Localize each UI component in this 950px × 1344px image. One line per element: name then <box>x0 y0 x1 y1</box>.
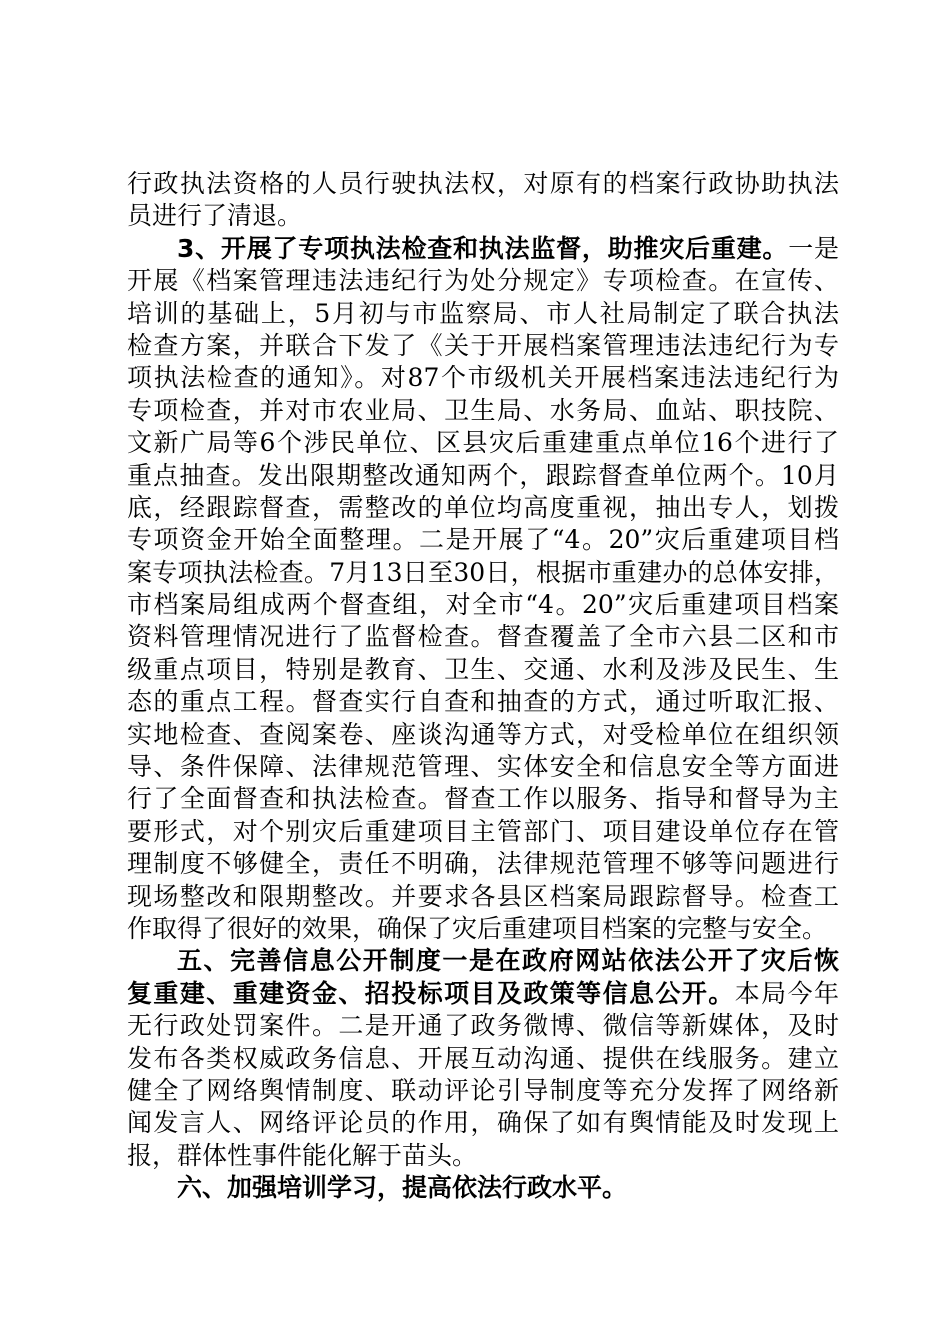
bold-text-segment: 六、加强培训学习，提高依法行政水平。 <box>177 1173 628 1203</box>
text-segment: 项执法检查的通知》。对87个市级机关开展档案违法违纪行为 <box>127 363 839 393</box>
text-segment: 行了全面督查和执法检查。督查工作以服务、指导和督导为主 <box>127 784 839 814</box>
text-line <box>127 233 839 265</box>
text-segment: 实地检查、查阅案卷、座谈沟通等方式，对受检单位在组织领 <box>127 719 839 749</box>
text-segment: 要形式，对个别灾后重建项目主管部门、项目建设单位存在管 <box>127 816 839 846</box>
text-line <box>127 395 839 427</box>
text-segment: 开展《档案管理违法违纪行为处分规定》专项检查。在宣传、 <box>127 266 839 296</box>
text-line <box>127 816 839 848</box>
text-segment: 级重点项目，特别是教育、卫生、交通、水利及涉及民生、生 <box>127 654 839 684</box>
text-line <box>127 1140 839 1172</box>
text-line <box>127 524 839 556</box>
text-line <box>127 427 839 459</box>
text-line <box>127 686 839 718</box>
text-segment: 市档案局组成两个督查组，对全市“4。20”灾后重建项目档案 <box>127 590 839 620</box>
text-segment: 无行政处罚案件。二是开通了政务微博、微信等新媒体，及时 <box>127 1011 839 1041</box>
text-segment: 培训的基础上，5月初与市监察局、市人社局制定了联合执法 <box>127 298 839 328</box>
text-line <box>127 330 839 362</box>
text-segment: 专项资金开始全面整理。二是开展了“4。20”灾后重建项目档 <box>127 525 839 555</box>
bold-text-segment: 3、开展了专项执法检查和执法监督，助推灾后重建。 <box>177 233 789 263</box>
text-line <box>127 913 839 945</box>
text-segment: 理制度不够健全，责任不明确，法律规范管理不够等问题进行 <box>127 849 839 879</box>
text-segment: 员进行了清退。 <box>127 201 303 231</box>
text-segment: 文新广局等6个涉民单位、区县灾后重建重点单位16个进行了 <box>127 428 839 458</box>
text-line <box>127 751 839 783</box>
text-segment: 健全了网络舆情制度、联动评论引导制度等充分发挥了网络新 <box>127 1075 839 1105</box>
text-segment: 一是 <box>788 233 839 263</box>
text-segment: 资料管理情况进行了监督检查。督查覆盖了全市六县二区和市 <box>127 622 839 652</box>
text-line <box>127 200 839 232</box>
text-segment: 发布各类权威政务信息、开展互动沟通、提供在线服务。建立 <box>127 1043 839 1073</box>
text-line <box>127 298 839 330</box>
text-line <box>127 1075 839 1107</box>
bold-text-segment: 五、完善信息公开制度一是在政府网站依法公开了灾后恢 <box>177 946 839 976</box>
text-line <box>127 492 839 524</box>
text-segment: 作取得了很好的效果，确保了灾后重建项目档案的完整与安全。 <box>127 913 828 943</box>
text-line <box>127 1107 839 1139</box>
text-segment: 案专项执法检查。7月13日至30日，根据市重建办的总体安排， <box>127 557 839 587</box>
text-line <box>127 621 839 653</box>
text-line <box>127 848 839 880</box>
text-segment: 导、条件保障、法律规范管理、实体安全和信息安全等方面进 <box>127 752 839 782</box>
text-segment: 检查方案，并联合下发了《关于开展档案管理违法违纪行为专 <box>127 330 839 360</box>
text-segment: 重点抽查。发出限期整改通知两个，跟踪督查单位两个。10月 <box>127 460 839 490</box>
text-line <box>127 783 839 815</box>
text-segment: 现场整改和限期整改。并要求各县区档案局跟踪督导。检查工 <box>127 881 839 911</box>
text-line <box>127 1010 839 1042</box>
text-segment: 专项检查，并对市农业局、卫生局、水务局、血站、职技院、 <box>127 395 839 425</box>
text-segment: 态的重点工程。督查实行自查和抽查的方式，通过听取汇报、 <box>127 687 839 717</box>
text-line <box>127 1172 839 1204</box>
text-line <box>127 168 839 200</box>
text-line <box>127 589 839 621</box>
text-line <box>127 978 839 1010</box>
text-segment: 本局今年 <box>734 978 839 1008</box>
text-segment: 报，群体性事件能化解于苗头。 <box>127 1140 478 1170</box>
text-line <box>127 719 839 751</box>
text-segment: 行政执法资格的人员行驶执法权，对原有的档案行政协助执法 <box>127 169 839 198</box>
text-line <box>127 265 839 297</box>
text-line <box>127 460 839 492</box>
text-segment: 底，经跟踪督查，需整改的单位均高度重视，抽出专人，划拨 <box>127 492 839 522</box>
text-line <box>127 557 839 589</box>
text-line <box>127 945 839 977</box>
text-line <box>127 881 839 913</box>
bold-text-segment: 复重建、重建资金、招投标项目及政策等信息公开。 <box>127 978 735 1008</box>
text-segment: 闻发言人、网络评论员的作用，确保了如有舆情能及时发现上 <box>127 1108 839 1138</box>
text-line <box>127 654 839 686</box>
document-page <box>127 168 839 1205</box>
text-line <box>127 1043 839 1075</box>
text-line <box>127 362 839 394</box>
